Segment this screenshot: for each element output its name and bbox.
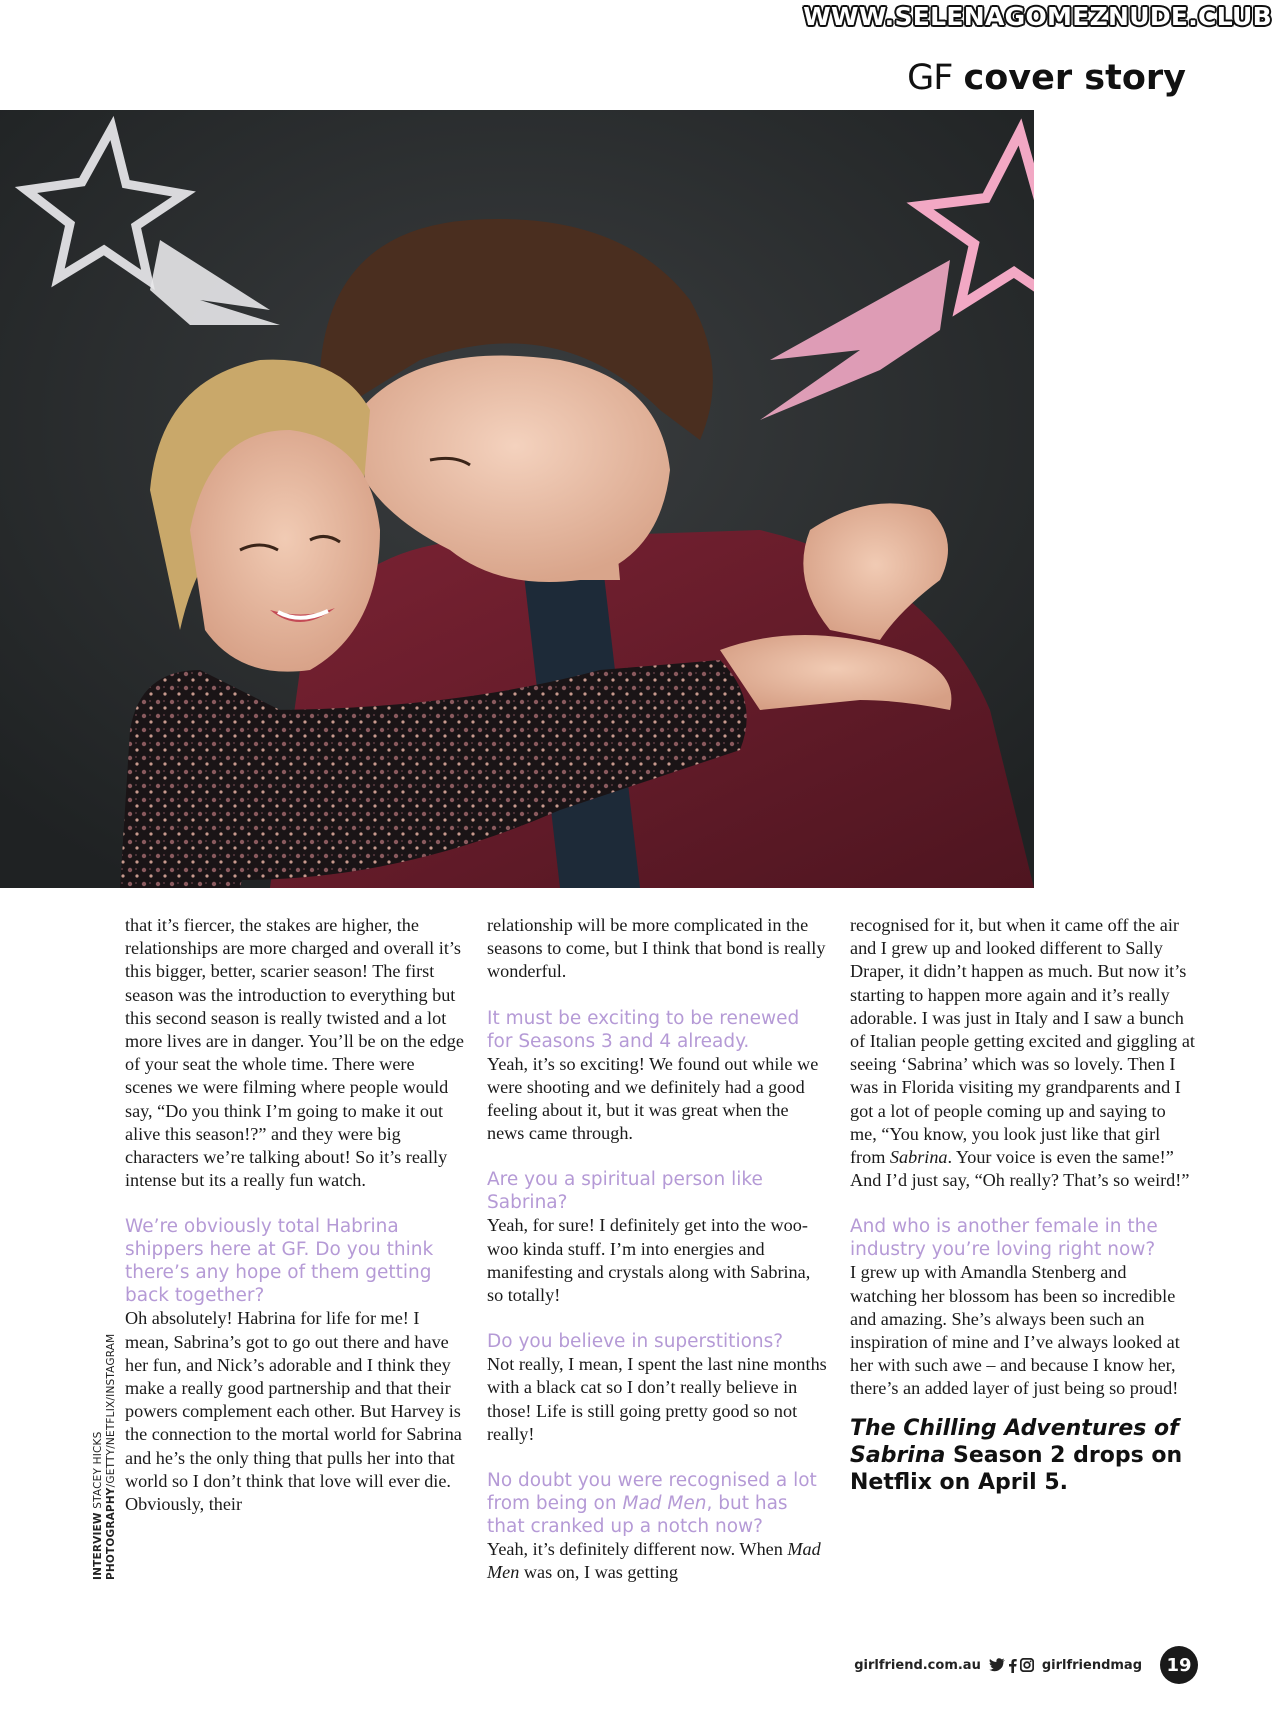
section-title <box>907 58 1186 98</box>
article-column-2 <box>487 914 827 1607</box>
show-title: Mad Men <box>487 1539 821 1583</box>
interview-question: And who is another female in the industry you’re loving right now? <box>850 1216 1158 1261</box>
facebook-icon <box>1008 1658 1017 1673</box>
interview-answer <box>487 1538 827 1584</box>
closing-note <box>850 1415 1195 1496</box>
photo-credits <box>92 1334 118 1580</box>
social-handle: girlfriendmag <box>1041 1657 1142 1673</box>
photo-source: /GETTY/NETFLIX/INSTAGRAM <box>105 1333 117 1488</box>
answer-text: Yeah, it’s definitely different now. When <box>487 1539 788 1560</box>
interview-question: It must be exciting to be renewed for Seasons 3 and 4 already. <box>487 1007 800 1052</box>
page-number: 19 <box>1160 1646 1198 1684</box>
section-name: cover story <box>963 58 1186 98</box>
interview-answer: Oh absolutely! Habrina for life for me! I mean, Sabrina’s got to go out there and have her fun, and Nick’s adorable and I think they make a really good partnership and that their powers complement each other. But Harvey is the connection to the mortal world for Sabrina and he’s the only thing that pulls her into that world so I don’t think that love will ever die. Obviously, their <box>125 1308 462 1515</box>
twitter-icon <box>989 1658 1005 1672</box>
social-icons <box>989 1658 1034 1673</box>
question-text: , but has that cranked up a notch now? <box>487 1493 788 1538</box>
paragraph: that it’s fiercer, the stakes are higher, the relationships are more charged and overall it’s this bigger, better, scarier season! The first season was the introduction to everything but this second season is really twisted and a lot more lives are in danger. You’ll be on the edge of your seat the whole time. There were scenes we were filming where people would say, “Do you think I’m going to make it out alive this season!?” and they were big characters we’re talking about! So it’s really intense but its a really fun watch. <box>125 915 464 1191</box>
interview-answer: I grew up with Amandla Stenberg and watching her blossom has been so incredible and amazing. She’s always been such an inspiration of mine and I’ve always looked at her with such awe – and because I know her, there’s an added layer of just being so proud! <box>850 1262 1180 1399</box>
article-column-3 <box>850 914 1195 1496</box>
page-footer <box>854 1646 1198 1684</box>
section-prefix: GF <box>907 58 953 98</box>
watermark: WWW.SELENAGOMEZNUDE.CLUB <box>803 2 1272 31</box>
interview-question: Are you a spiritual person like Sabrina? <box>487 1169 763 1214</box>
paragraph: relationship will be more complicated in the seasons to come, but I think that bond is really wonderful. <box>487 915 826 982</box>
answer-text: . Your voice is even the same!” And I’d just say, “Oh really? That’s so weird!” <box>850 1147 1190 1191</box>
site-url: girlfriend.com.au <box>854 1657 981 1673</box>
answer-text: was on, I was getting <box>519 1562 678 1583</box>
show-title: Sabrina <box>889 1147 948 1168</box>
show-title: The Chilling Adventures of Sabrina <box>850 1415 1179 1468</box>
article-column-1 <box>125 914 465 1539</box>
answer-text: recognised for it, but when it came off the air and I grew up and looked different to Sally Draper, it didn’t happen as much. But now it’s starting to happen more again and it’s really adorable. I was just in Italy and I saw a bunch of Italian people getting excited and giggling at seeing ‘Sabrina’ which was so lovely. Then I was in Florida visiting my grandparents and I got a lot of people coming up and saying to me, “You know, you look just like that girl from <box>850 915 1195 1168</box>
interview-label: INTERVIEW <box>92 1512 104 1580</box>
paragraph <box>850 914 1195 1192</box>
closing-text: Season 2 drops on Netflix on April 5. <box>850 1442 1183 1495</box>
interview-answer: Yeah, for sure! I definitely get into the woo-woo kinda stuff. I’m into energies and manifesting and crystals along with Sabrina, so totally! <box>487 1215 811 1306</box>
interview-name: STACEY HICKS <box>92 1431 104 1509</box>
interview-question: Do you believe in superstitions? <box>487 1331 784 1353</box>
question-text: No doubt you were recognised a lot from being on <box>487 1470 817 1515</box>
show-title: Mad Men <box>622 1493 707 1515</box>
photo-label: PHOTOGRAPHY <box>105 1487 117 1580</box>
instagram-icon <box>1020 1658 1034 1672</box>
interview-question: We’re obviously total Habrina shippers here at GF. Do you think there’s any hope of them getting back together? <box>125 1216 434 1307</box>
cover-photo <box>0 110 1034 888</box>
interview-answer: Yeah, it’s so exciting! We found out while we were shooting and we definitely had a good feeling about it, but it was great when the news came through. <box>487 1053 819 1144</box>
interview-question <box>487 1469 827 1538</box>
interview-answer: Not really, I mean, I spent the last nine months with a black cat so I don’t really believe in those! Life is still going pretty good so not really! <box>487 1354 827 1444</box>
